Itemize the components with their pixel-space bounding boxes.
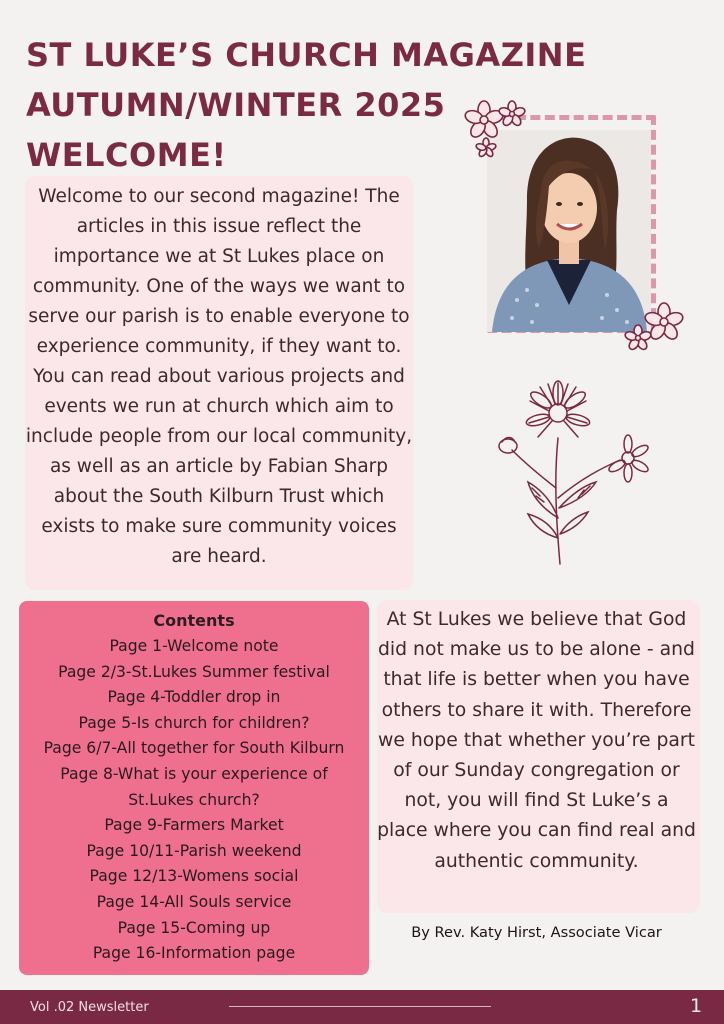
contents-list [19, 634, 369, 967]
contents-item: Page 14-All Souls service [96, 892, 292, 911]
contents-item: Page 15-Coming up [117, 918, 271, 937]
contents-item: Page 8-What is your experience of [60, 764, 328, 783]
contents-title: Contents [153, 611, 235, 630]
page-number: 1 [690, 995, 703, 1017]
flower-icon [620, 298, 690, 362]
quote-text: At St Lukes we believe that God did not make us to be alone - and that life is better when you have others to share it with. Therefore we hope that whether you’re part of our Sunday congregation or not, you will find St Luke’s a place where you can find real and authentic community. [377, 609, 696, 872]
byline: By Rev. Katy Hirst, Associate Vicar [411, 924, 662, 941]
daisy-bouquet-icon [492, 378, 662, 568]
footer-divider [229, 1006, 491, 1007]
contents-item: Page 4-Toddler drop in [107, 688, 281, 707]
contents-item: St.Lukes church? [128, 790, 260, 809]
contents-item: Page 12/13-Womens social [89, 867, 299, 886]
footer-label: Vol .02 Newsletter [30, 1000, 149, 1015]
flower-icon [462, 96, 532, 158]
contents-item: Page 6/7-All together for South Kilburn [43, 739, 345, 758]
title-line-magazine: ST LUKE’S CHURCH MAGAZINE [26, 36, 587, 74]
contents-item: Page 1-Welcome note [109, 637, 279, 655]
contents-item: Page 5-Is church for children? [78, 713, 310, 732]
contents-item: Page 2/3-St.Lukes Summer festival [58, 662, 330, 681]
title-line-welcome: WELCOME! [26, 136, 227, 174]
contents-item: Page 9-Farmers Market [104, 816, 284, 835]
contents-item: Page 10/11-Parish weekend [86, 841, 302, 860]
title-line-season: AUTUMN/WINTER 2025 [26, 86, 446, 124]
intro-text: Welcome to our second magazine! The articles in this issue reflect the importance we at St Lukes place on community. One of the ways we want to serve our parish is to enable everyone to experience community, if they want to. You can read about various projects and events we run at church which aim to include people from our local community, as well as an article by Fabian Sharp about the South Kilburn Trust which exists to make sure community voices are heard. [25, 186, 413, 567]
contents-item: Page 16-Information page [92, 944, 296, 963]
